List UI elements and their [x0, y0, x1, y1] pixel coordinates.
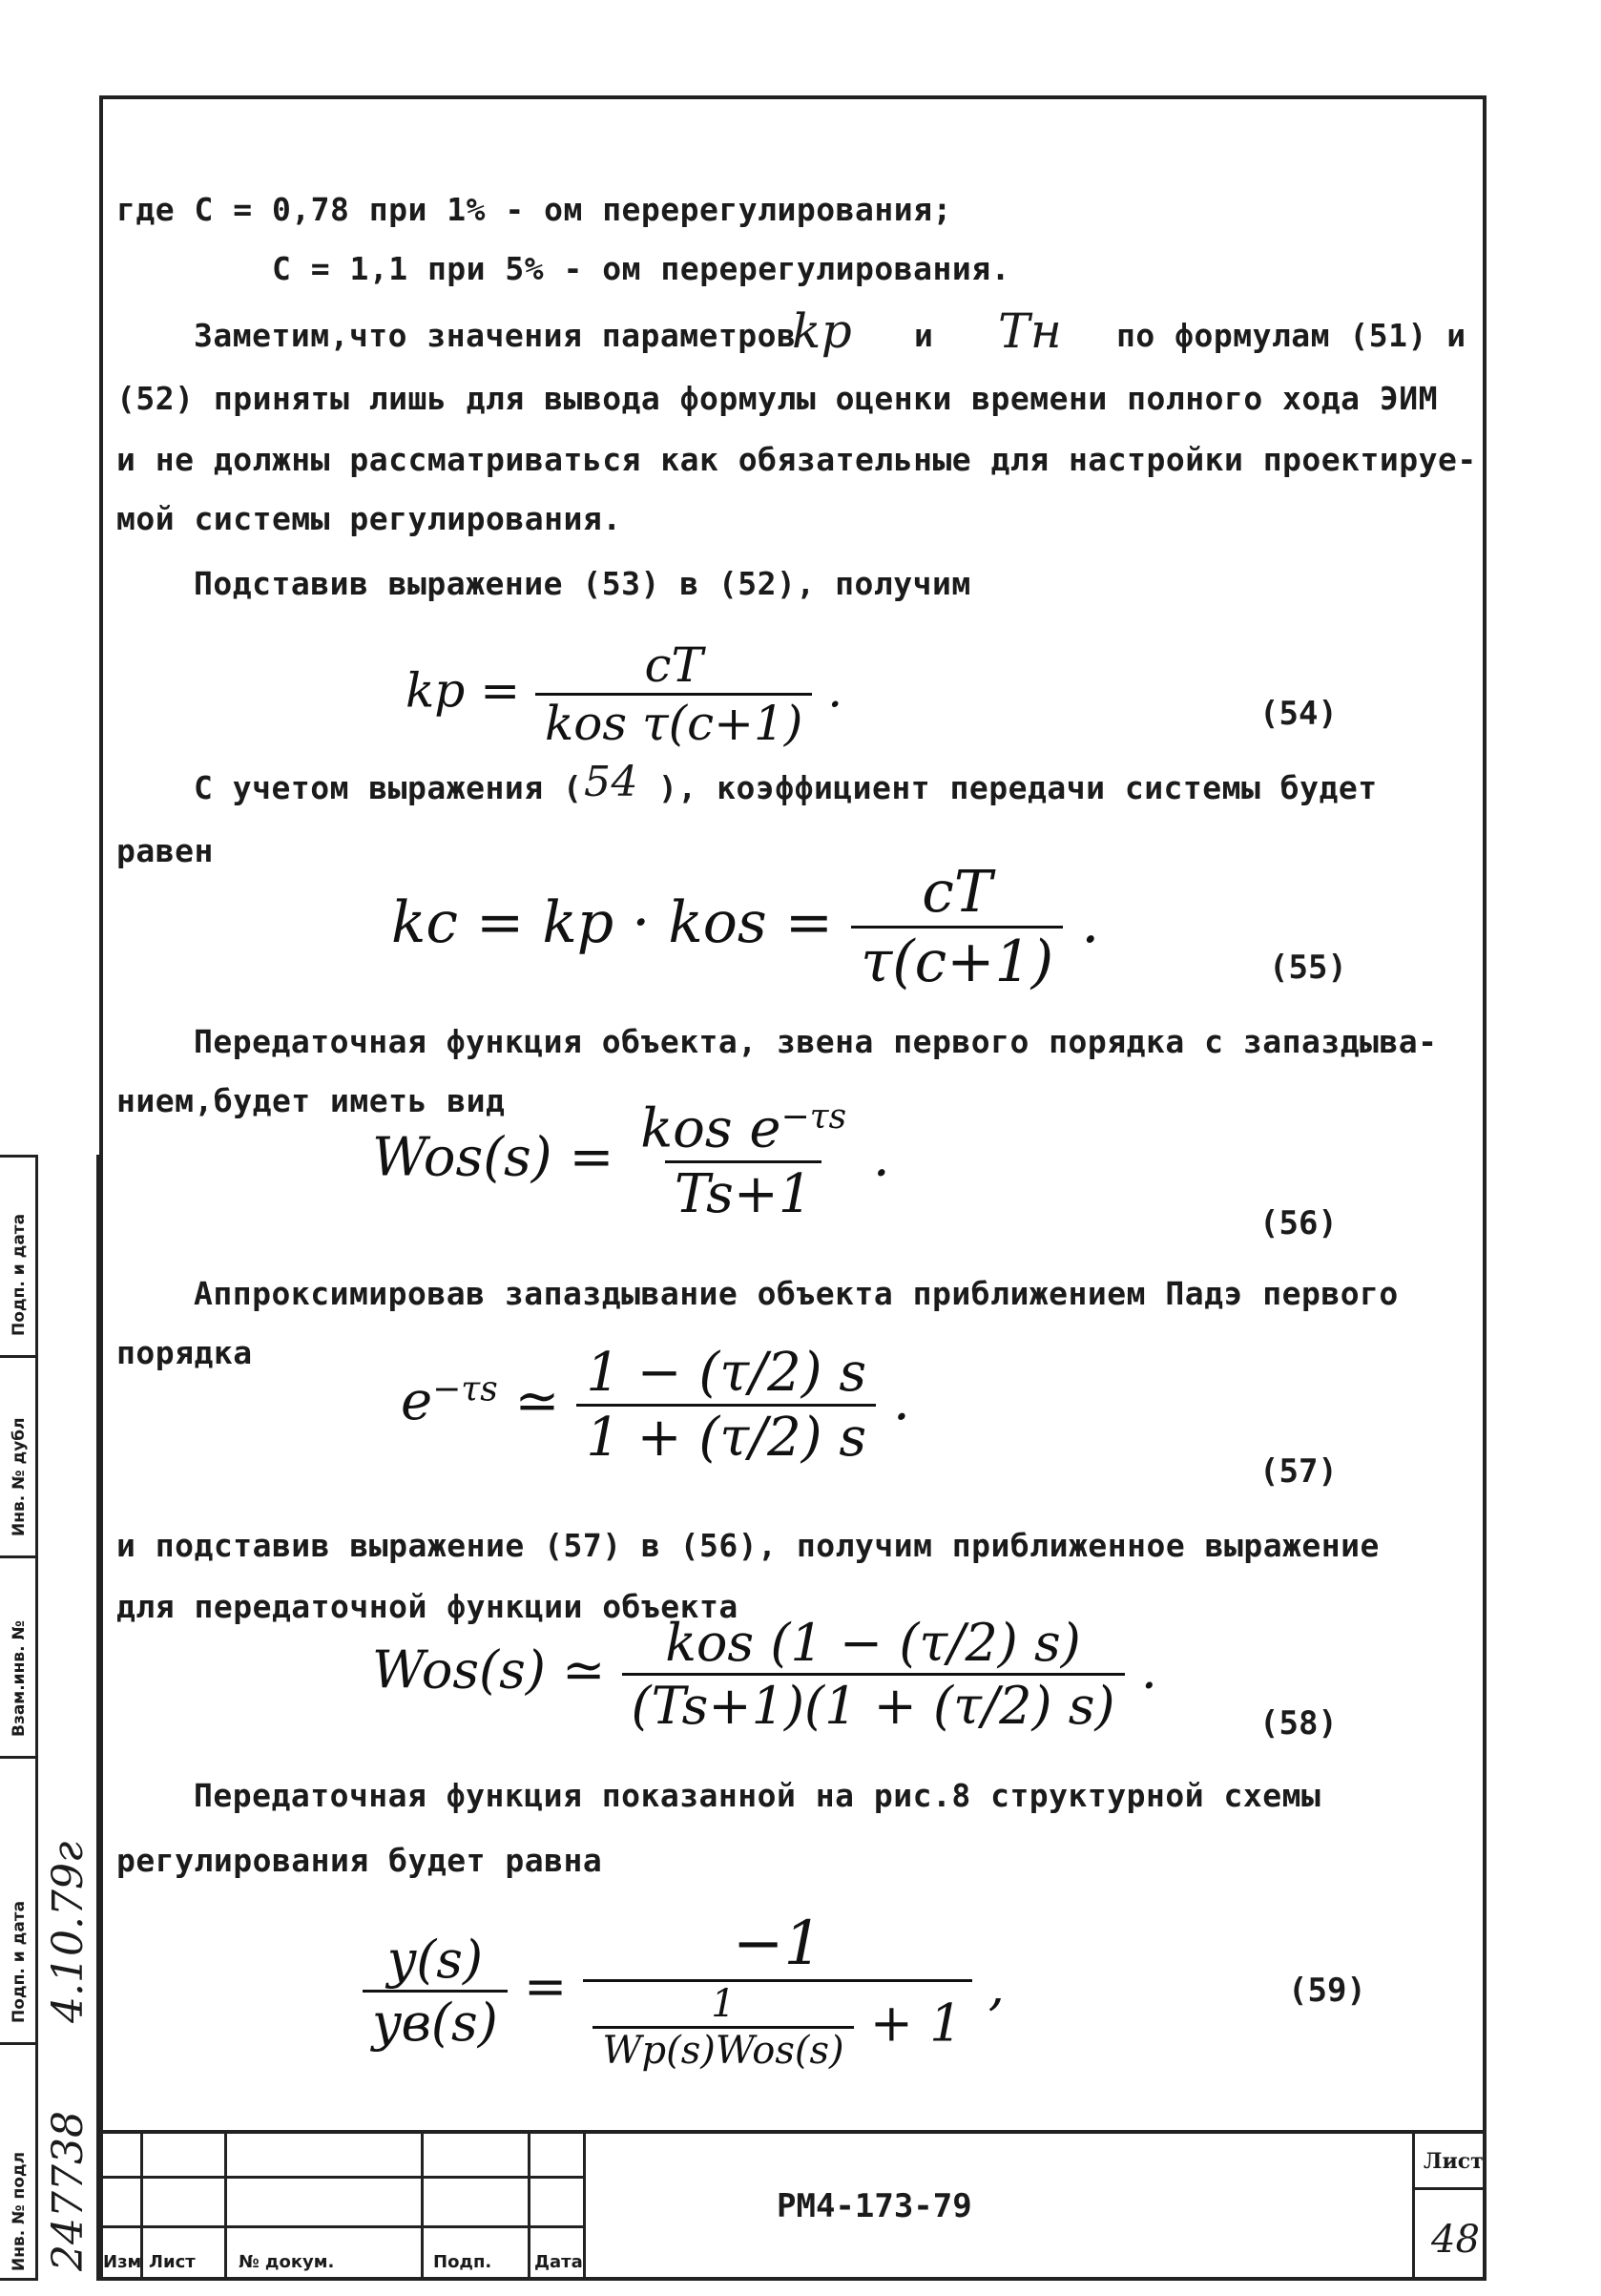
stamp-date: 4.10.79г: [44, 1841, 93, 2023]
inline-symbol-kp: kp: [792, 303, 853, 359]
text-line-12: Аппроксимировав запаздывание объекта приближением Падэ первого: [194, 1275, 1399, 1312]
equation-57: [401, 1342, 910, 1469]
stamp-label-podp-data-1: Подп. и дата: [10, 1213, 29, 1336]
eq57-fraction: [576, 1342, 876, 1469]
text-line-1: где C = 0,78 при 1% - ом перерегулирования;: [116, 191, 952, 228]
caption-izm: Изм: [103, 2252, 142, 2272]
equation-59: [363, 1909, 1005, 2073]
eq56-fraction: [631, 1097, 856, 1225]
text-line-8: С учетом выражения (: [194, 769, 583, 806]
text-line-3: Заметим,что значения параметров: [194, 317, 797, 354]
equation-58: [372, 1613, 1157, 1736]
text-line-17: регулирования будет равна: [116, 1842, 603, 1879]
eq55-tail: .: [1081, 889, 1100, 957]
eq59-numerator: −1: [732, 1909, 823, 1979]
equation-55: [391, 859, 1099, 995]
text-line-15: для передаточной функции объекта: [116, 1588, 738, 1625]
text-line-16: Передаточная функция показанной на рис.8 структурной схемы: [194, 1777, 1321, 1814]
eq54-fraction: [535, 637, 812, 751]
text-line-3b: и: [914, 317, 934, 354]
caption-data: Дата: [534, 2252, 583, 2272]
eq54-numerator: cT: [644, 637, 703, 693]
eq59-relation: =: [523, 1956, 568, 2016]
eq59-denominator: [583, 1979, 971, 2073]
eq55-numerator: cT: [922, 859, 992, 926]
equation-56: [372, 1097, 890, 1225]
text-line-14: и подставив выражение (57) в (56), получим приближенное выражение: [116, 1527, 1380, 1564]
eq56-denominator: Ts+1: [665, 1160, 822, 1225]
equation-number-55: (55): [1269, 949, 1347, 987]
eq58-denominator: (Ts+1)(1 + (τ/2) s): [622, 1673, 1125, 1736]
document-code: РМ4-173-79: [777, 2187, 972, 2225]
equation-number-56: (56): [1259, 1204, 1338, 1242]
equation-number-58: (58): [1259, 1704, 1338, 1743]
eq56-num-base: kos e: [640, 1097, 781, 1160]
eq55-fraction: [851, 859, 1063, 995]
eq58-lhs: Wos(s) ≃: [372, 1639, 606, 1701]
left-stamp-strip: [0, 1155, 99, 2281]
stamp-label-podp-data-2: Подп. и дата: [10, 1900, 29, 2023]
eq59-lhs-fraction: [363, 1930, 508, 2053]
eq59-plus-one: + 1: [869, 1993, 963, 2054]
eq57-denominator: 1 + (τ/2) s: [576, 1404, 876, 1469]
text-line-9: равен: [116, 832, 214, 869]
eq56-lhs: Wos(s) =: [372, 1126, 614, 1189]
equation-number-57: (57): [1259, 1452, 1338, 1491]
text-line-7: Подставив выражение (53) в (52), получим: [194, 565, 971, 602]
text-line-13: порядка: [116, 1334, 253, 1371]
eq54-denominator: kos τ(c+1): [535, 693, 812, 751]
caption-dokum: № докум.: [239, 2252, 335, 2272]
eq59-fraction: [583, 1909, 971, 2073]
text-line-3c: по формулам (51) и: [1116, 317, 1466, 354]
title-block: [99, 2130, 1487, 2281]
eq54-tail: .: [827, 662, 843, 719]
eq55-denominator: τ(c+1): [851, 926, 1063, 995]
eq59-lhs-numerator: y(s): [386, 1929, 484, 1990]
eq58-numerator: kos (1 − (τ/2) s): [665, 1613, 1081, 1673]
eq58-tail: .: [1140, 1639, 1157, 1701]
eq55-lhs: kc = kp · kos =: [391, 889, 833, 957]
title-block-sheet-line: [1412, 2187, 1487, 2190]
inline-symbol-tn: Tн: [998, 303, 1063, 359]
eq59-lhs-denominator: yв(s): [363, 1990, 508, 2053]
equation-number-54: (54): [1259, 695, 1338, 733]
eq57-tail: .: [892, 1370, 910, 1432]
eq57-lhs: e: [401, 1370, 433, 1432]
eq56-numerator: [631, 1097, 856, 1160]
stamp-label-vzam-inv: Взам.инв. №: [10, 1620, 29, 1737]
text-line-5: и не должны рассматриваться как обязательные для настройки проектируе-: [116, 441, 1477, 478]
stamp-label-inv-dubl: Инв. № дубл: [10, 1417, 29, 1536]
eq56-num-exponent: −τs: [780, 1097, 847, 1137]
stamp-inv-number: 247738: [44, 2111, 93, 2271]
text-line-11: нием,будет иметь вид: [116, 1082, 506, 1119]
caption-podp: Подп.: [433, 2252, 492, 2272]
eq58-fraction: [622, 1613, 1125, 1736]
eq57-relation: ≃: [514, 1370, 560, 1432]
inline-ref-54: 54: [584, 758, 638, 806]
equation-54: [405, 637, 842, 751]
eq59-inner-denominator: Wp(s)Wos(s): [593, 2026, 853, 2073]
text-line-10: Передаточная функция объекта, звена первого порядка с запаздыва-: [194, 1023, 1438, 1060]
caption-list: Лист: [149, 2252, 196, 2272]
eq59-inner-numerator: 1: [711, 1982, 736, 2026]
eq57-exponent: −τs: [432, 1369, 498, 1409]
eq54-lhs: kp =: [405, 662, 521, 719]
eq56-tail: .: [872, 1126, 890, 1189]
title-block-sheet-cell: [1412, 2134, 1415, 2281]
text-line-2: C = 1,1 при 5% - ом перерегулирования.: [272, 250, 1010, 287]
eq59-tail: ,: [988, 1956, 1005, 2016]
eq57-numerator: 1 − (τ/2) s: [586, 1342, 867, 1404]
text-line-4: (52) приняты лишь для вывода формулы оценки времени полного хода ЭИМ: [116, 380, 1439, 417]
text-line-8b: ), коэффициент передачи системы будет: [658, 769, 1378, 806]
equation-number-59: (59): [1288, 1972, 1366, 2010]
sheet-label: Лист: [1424, 2149, 1484, 2174]
sheet-number: 48: [1431, 2218, 1480, 2262]
text-line-6: мой системы регулирования.: [116, 500, 622, 537]
stamp-label-inv-podl: Инв. № подл: [10, 2151, 29, 2271]
eq59-inner-fraction: [593, 1982, 853, 2073]
